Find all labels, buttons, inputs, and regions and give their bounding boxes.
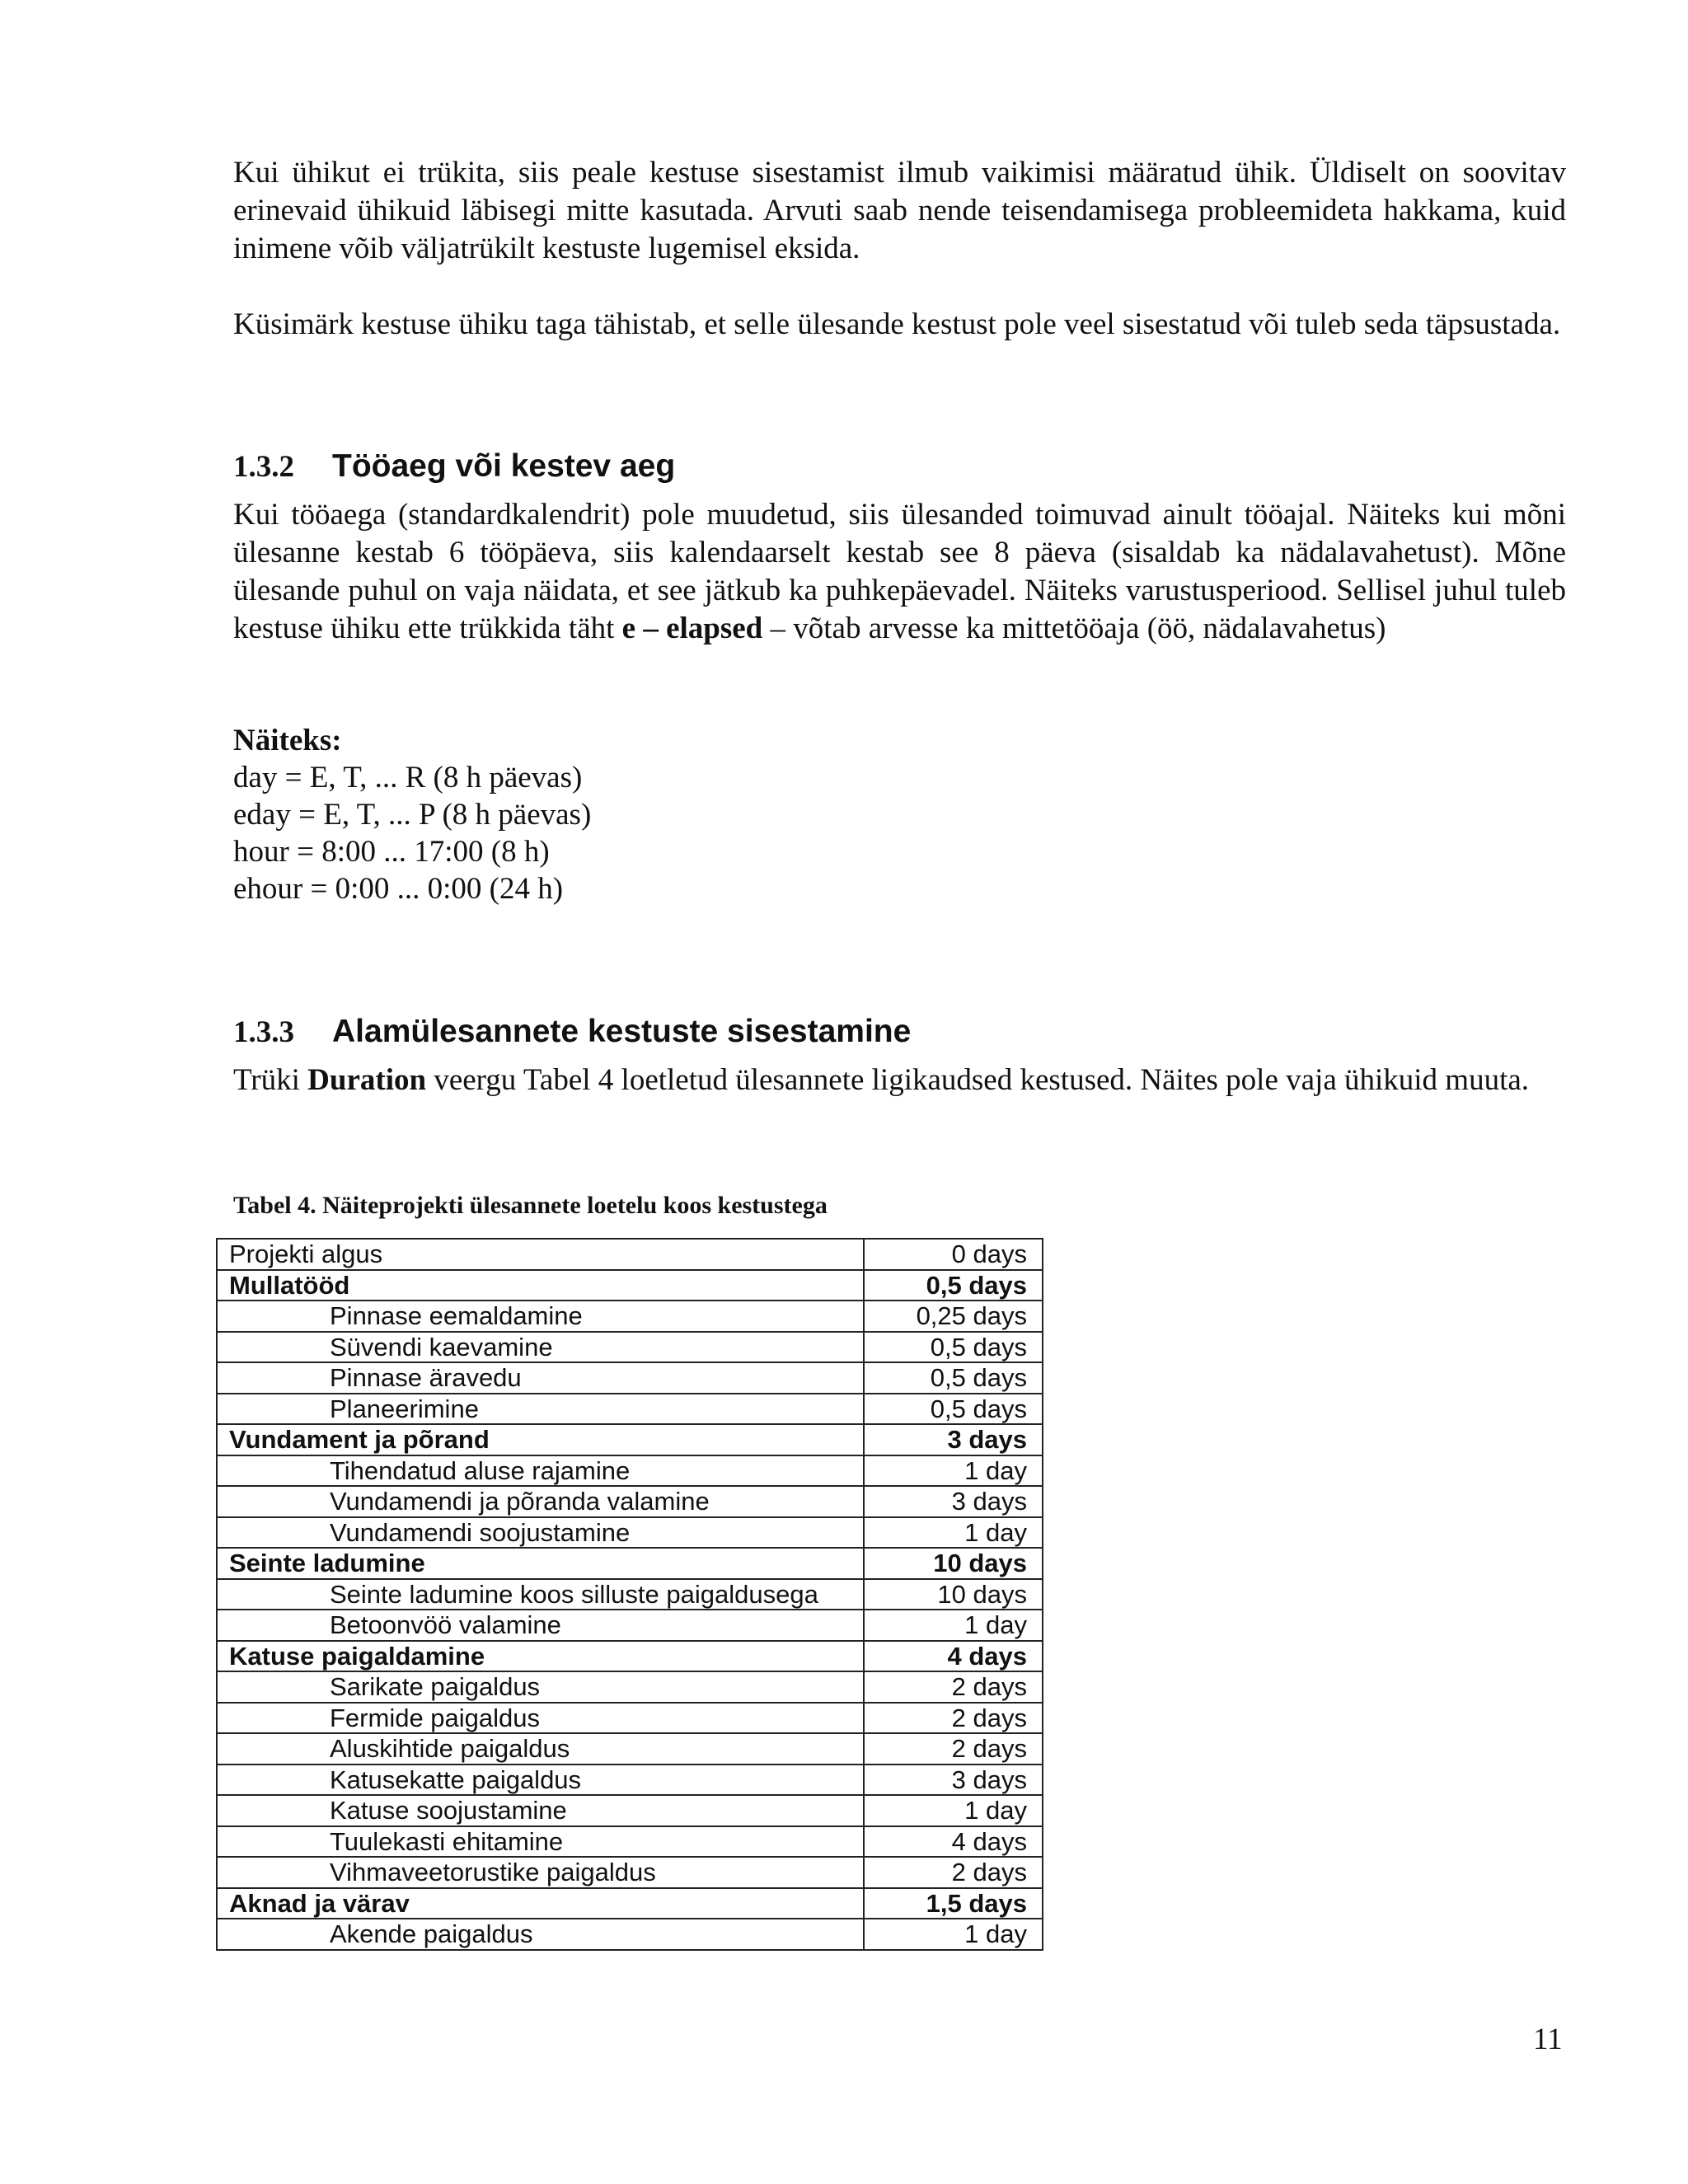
duration-cell: 0,5 days: [864, 1362, 1043, 1394]
task-name-cell: Tihendatud aluse rajamine: [217, 1455, 864, 1487]
task-name-cell: Betoonvöö valamine: [217, 1610, 864, 1641]
bold-term-duration: Duration: [307, 1063, 427, 1097]
section-heading-1-3-3: [233, 1014, 911, 1050]
task-name-cell: Vihmaveetorustike paigaldus: [217, 1857, 864, 1888]
duration-cell: 0,5 days: [864, 1270, 1043, 1301]
task-name-cell: Seinte ladumine koos silluste paigaldusega: [217, 1579, 864, 1610]
body-text: Kui tööaega (standardkalendrit) pole muudetud, siis ülesanded toimuvad ainult tööajal. Näiteks kui mõni ülesanne kestab 6 tööpäeva, siis kalendaarselt kestab see 8 päeva (sisaldab ka nädalavahetust). Mõne ülesande puhul on vaja näidata, et see jätkub ka puhkepäevadel. Näiteks varustusperiood. Sellisel juhul tuleb kestuse ühiku ette trükkida täht: [233, 498, 1566, 645]
table-row: [217, 1548, 1043, 1579]
table-row: [217, 1610, 1043, 1641]
body-text: – võtab arvesse ka mittetööaja (öö, nädalavahetus): [762, 612, 1386, 645]
duration-cell: 1,5 days: [864, 1888, 1043, 1919]
table-row: [217, 1239, 1043, 1270]
duration-cell: 10 days: [864, 1548, 1043, 1579]
duration-cell: 0,25 days: [864, 1301, 1043, 1332]
task-name-cell: Tuulekasti ehitamine: [217, 1826, 864, 1858]
duration-cell: 1 day: [864, 1455, 1043, 1487]
example-line: eday = E, T, ... P (8 h päevas): [233, 798, 592, 832]
duration-cell: 3 days: [864, 1486, 1043, 1517]
task-name-cell: Mullatööd: [217, 1270, 864, 1301]
task-name-cell: Aknad ja värav: [217, 1888, 864, 1919]
table-row: [217, 1703, 1043, 1734]
section-number: 1.3.3: [233, 1015, 294, 1049]
duration-cell: 0,5 days: [864, 1332, 1043, 1363]
body-text: veergu Tabel 4 loetletud ülesannete ligikaudsed kestused. Näites pole vaja ühikuid muuta.: [426, 1063, 1530, 1097]
duration-cell: 10 days: [864, 1579, 1043, 1610]
task-name-cell: Projekti algus: [217, 1239, 864, 1270]
paragraph-subtask-durations: [233, 1062, 1566, 1099]
paragraph-working-time: [233, 496, 1566, 648]
page-number: 11: [1533, 2022, 1563, 2056]
duration-cell: 2 days: [864, 1733, 1043, 1765]
duration-cell: 4 days: [864, 1826, 1043, 1858]
table-row: [217, 1641, 1043, 1672]
example-line: day = E, T, ... R (8 h päevas): [233, 761, 583, 794]
example-block: [233, 722, 591, 907]
bold-term-elapsed: e – elapsed: [621, 612, 763, 645]
table-row: [217, 1888, 1043, 1919]
duration-cell: 1 day: [864, 1919, 1043, 1950]
table-row: [217, 1579, 1043, 1610]
task-name-cell: Planeerimine: [217, 1394, 864, 1425]
task-name-cell: Pinnase eemaldamine: [217, 1301, 864, 1332]
paragraph-question-mark: Küsimärk kestuse ühiku taga tähistab, et selle ülesande kestust pole veel sisestatud või tuleb seda täpsustada.: [233, 307, 1561, 341]
table-row: [217, 1733, 1043, 1765]
table-row: [217, 1857, 1043, 1888]
table-row: [217, 1517, 1043, 1549]
table-row: [217, 1765, 1043, 1796]
table-row: [217, 1826, 1043, 1858]
task-name-cell: Vundamendi ja põranda valamine: [217, 1486, 864, 1517]
task-name-cell: Katusekatte paigaldus: [217, 1765, 864, 1796]
duration-cell: 4 days: [864, 1641, 1043, 1672]
duration-cell: 0 days: [864, 1239, 1043, 1270]
table-row: [217, 1671, 1043, 1703]
table-row: [217, 1919, 1043, 1950]
section-title: Tööaeg või kestev aeg: [332, 448, 676, 484]
table-row: [217, 1394, 1043, 1425]
section-heading-1-3-2: [233, 448, 675, 485]
table-row: [217, 1455, 1043, 1487]
example-line: ehour = 0:00 ... 0:00 (24 h): [233, 872, 564, 906]
task-name-cell: Aluskihtide paigaldus: [217, 1733, 864, 1765]
task-name-cell: Seinte ladumine: [217, 1548, 864, 1579]
duration-cell: 3 days: [864, 1424, 1043, 1455]
table-row: [217, 1486, 1043, 1517]
task-duration-table: [216, 1238, 1043, 1951]
task-name-cell: Akende paigaldus: [217, 1919, 864, 1950]
duration-cell: 2 days: [864, 1703, 1043, 1734]
duration-cell: 1 day: [864, 1795, 1043, 1826]
section-title: Alamülesannete kestuste sisestamine: [332, 1014, 912, 1049]
duration-cell: 2 days: [864, 1671, 1043, 1703]
task-name-cell: Vundament ja põrand: [217, 1424, 864, 1455]
table-row: [217, 1332, 1043, 1363]
task-name-cell: Fermide paigaldus: [217, 1703, 864, 1734]
task-name-cell: Vundamendi soojustamine: [217, 1517, 864, 1549]
task-name-cell: Sarikate paigaldus: [217, 1671, 864, 1703]
body-text: Trüki: [233, 1063, 308, 1097]
paragraph-default-unit: Kui ühikut ei trükita, siis peale kestuse sisestamist ilmub vaikimisi määratud ühik. Üldiselt on soovitav erinevaid ühikuid läbisegi mitte kasutada. Arvuti saab nende teisendamisega probleemideta hakkama, kuid inimene võib väljatrükilt kestuste lugemisel eksida.: [233, 156, 1566, 265]
table-row: [217, 1795, 1043, 1826]
task-name-cell: Pinnase äravedu: [217, 1362, 864, 1394]
table-caption: Tabel 4. Näiteprojekti ülesannete loetelu koos kestustega: [233, 1192, 828, 1219]
duration-cell: 1 day: [864, 1610, 1043, 1641]
duration-cell: 2 days: [864, 1857, 1043, 1888]
duration-cell: 1 day: [864, 1517, 1043, 1549]
duration-cell: 0,5 days: [864, 1394, 1043, 1425]
table-row: [217, 1301, 1043, 1332]
task-name-cell: Katuse paigaldamine: [217, 1641, 864, 1672]
task-name-cell: Katuse soojustamine: [217, 1795, 864, 1826]
table-row: [217, 1362, 1043, 1394]
table-row: [217, 1270, 1043, 1301]
table-row: [217, 1424, 1043, 1455]
task-name-cell: Süvendi kaevamine: [217, 1332, 864, 1363]
duration-cell: 3 days: [864, 1765, 1043, 1796]
section-number: 1.3.2: [233, 450, 294, 484]
example-label: Näiteks:: [233, 724, 342, 757]
example-line: hour = 8:00 ... 17:00 (8 h): [233, 835, 550, 869]
